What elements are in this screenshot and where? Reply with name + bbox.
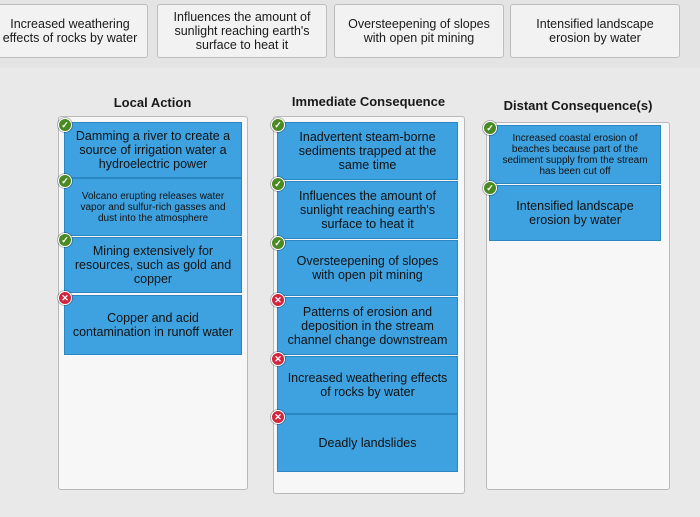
bank-card[interactable]: Increased weathering effects of rocks by water (0, 4, 148, 58)
answer-card[interactable]: Patterns of erosion and deposition in the stream channel change downstream (277, 297, 458, 355)
answer-bank (0, 0, 700, 68)
answer-card[interactable]: Increased weathering effects of rocks by water (277, 356, 458, 414)
correct-check-icon: ✓ (271, 236, 285, 250)
answer-card[interactable]: Deadly landslides (277, 414, 458, 472)
answer-card[interactable]: Damming a river to create a source of irrigation water a hydroelectric power (64, 122, 242, 178)
correct-check-icon: ✓ (271, 118, 285, 132)
correct-check-icon: ✓ (271, 177, 285, 191)
answer-card[interactable]: Increased coastal erosion of beaches because part of the sediment supply from the stream has been cut off (489, 125, 661, 184)
bank-card[interactable]: Oversteepening of slopes with open pit mining (334, 4, 504, 58)
correct-check-icon: ✓ (58, 174, 72, 188)
answer-card[interactable]: Intensified landscape erosion by water (489, 185, 661, 241)
correct-check-icon: ✓ (58, 233, 72, 247)
column-header-immediate: Immediate Consequence (291, 94, 446, 109)
answer-card[interactable]: Influences the amount of sunlight reaching earth's surface to heat it (277, 181, 458, 239)
bank-card[interactable]: Influences the amount of sunlight reaching earth's surface to heat it (157, 4, 327, 58)
bank-card[interactable]: Intensified landscape erosion by water (510, 4, 680, 58)
incorrect-x-icon: ✕ (271, 352, 285, 366)
correct-check-icon: ✓ (483, 181, 497, 195)
answer-card[interactable]: Oversteepening of slopes with open pit mining (277, 240, 458, 296)
incorrect-x-icon: ✕ (58, 291, 72, 305)
answer-card[interactable]: Copper and acid contamination in runoff water (64, 295, 242, 355)
column-header-local: Local Action (113, 95, 192, 110)
incorrect-x-icon: ✕ (271, 293, 285, 307)
column-header-distant: Distant Consequence(s) (503, 98, 653, 113)
answer-card[interactable]: Inadvertent steam-borne sediments trapped at the same time (277, 122, 458, 180)
correct-check-icon: ✓ (483, 121, 497, 135)
incorrect-x-icon: ✕ (271, 410, 285, 424)
answer-card[interactable]: Mining extensively for resources, such as gold and copper (64, 237, 242, 293)
correct-check-icon: ✓ (58, 118, 72, 132)
answer-card[interactable]: Volcano erupting releases water vapor and sulfur-rich gasses and dust into the atmosphere (64, 178, 242, 236)
